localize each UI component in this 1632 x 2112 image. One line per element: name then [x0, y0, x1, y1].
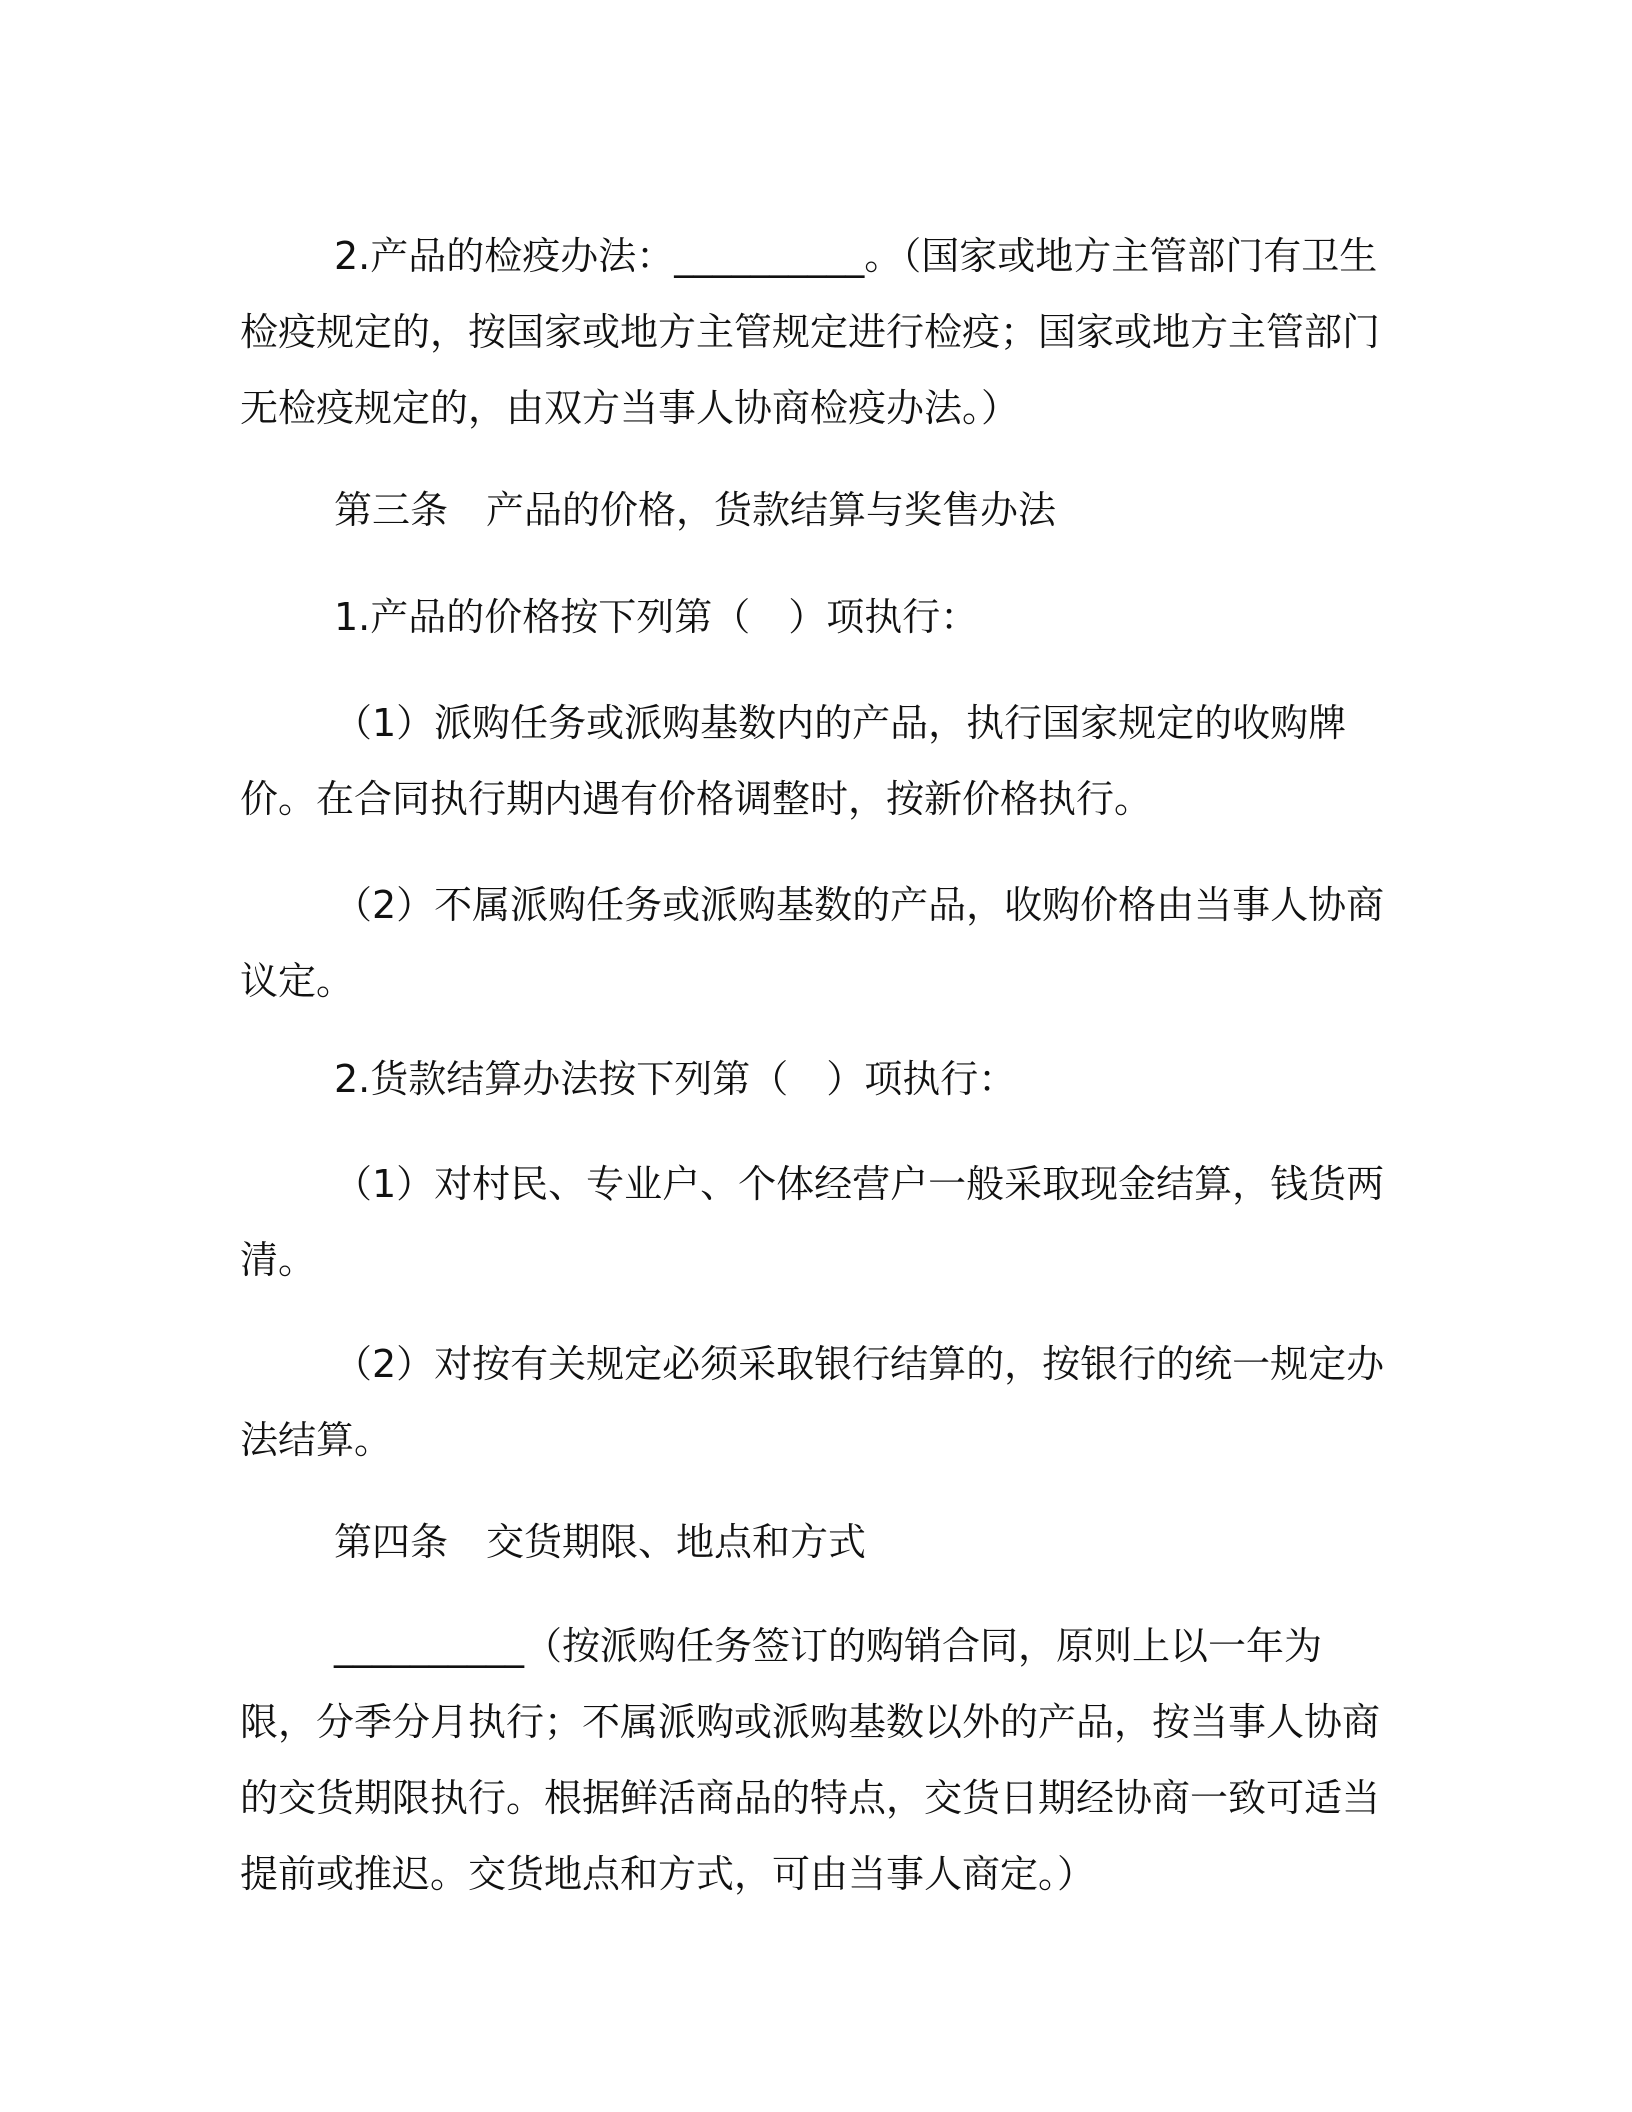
paragraph-quarantine-method: 2.产品的检疫办法：__________。（国家或地方主管部门有卫生检疫规定的，按国家或地方主管规定进行检疫；国家或地方主管部门无检疫规定的，由双方当事人协商检疫办法。）	[240, 234, 1381, 430]
article-four-heading: 第四条 交货期限、地点和方式	[334, 1520, 867, 1564]
paragraph-settlement-option-2: （2）对按有关规定必须采取银行结算的，按银行的统一规定办法结算。	[240, 1342, 1385, 1462]
paragraph-settlement-option-1: （1）对村民、专业户、个体经营户一般采取现金结算，钱货两清。	[240, 1162, 1385, 1282]
paragraph-settlement-rule: 2.货款结算办法按下列第（ ）项执行：	[334, 1057, 1017, 1101]
paragraph-delivery-terms: __________（按派购任务签订的购销合同，原则上以一年为限，分季分月执行；不属派购或派购基数以外的产品，按当事人协商的交货期限执行。根据鲜活商品的特点，交货日期经协商一致可适当提前或推迟。交货地点和方式，可由当事人商定。）	[240, 1624, 1381, 1896]
paragraph-price-option-1: （1）派购任务或派购基数内的产品，执行国家规定的收购牌价。在合同执行期内遇有价格调整时，按新价格执行。	[240, 701, 1347, 821]
paragraph-price-option-2: （2）不属派购任务或派购基数的产品，收购价格由当事人协商议定。	[240, 883, 1385, 1003]
paragraph-price-rule: 1.产品的价格按下列第（ ）项执行：	[334, 595, 979, 639]
article-three-heading: 第三条 产品的价格，货款结算与奖售办法	[334, 488, 1057, 532]
